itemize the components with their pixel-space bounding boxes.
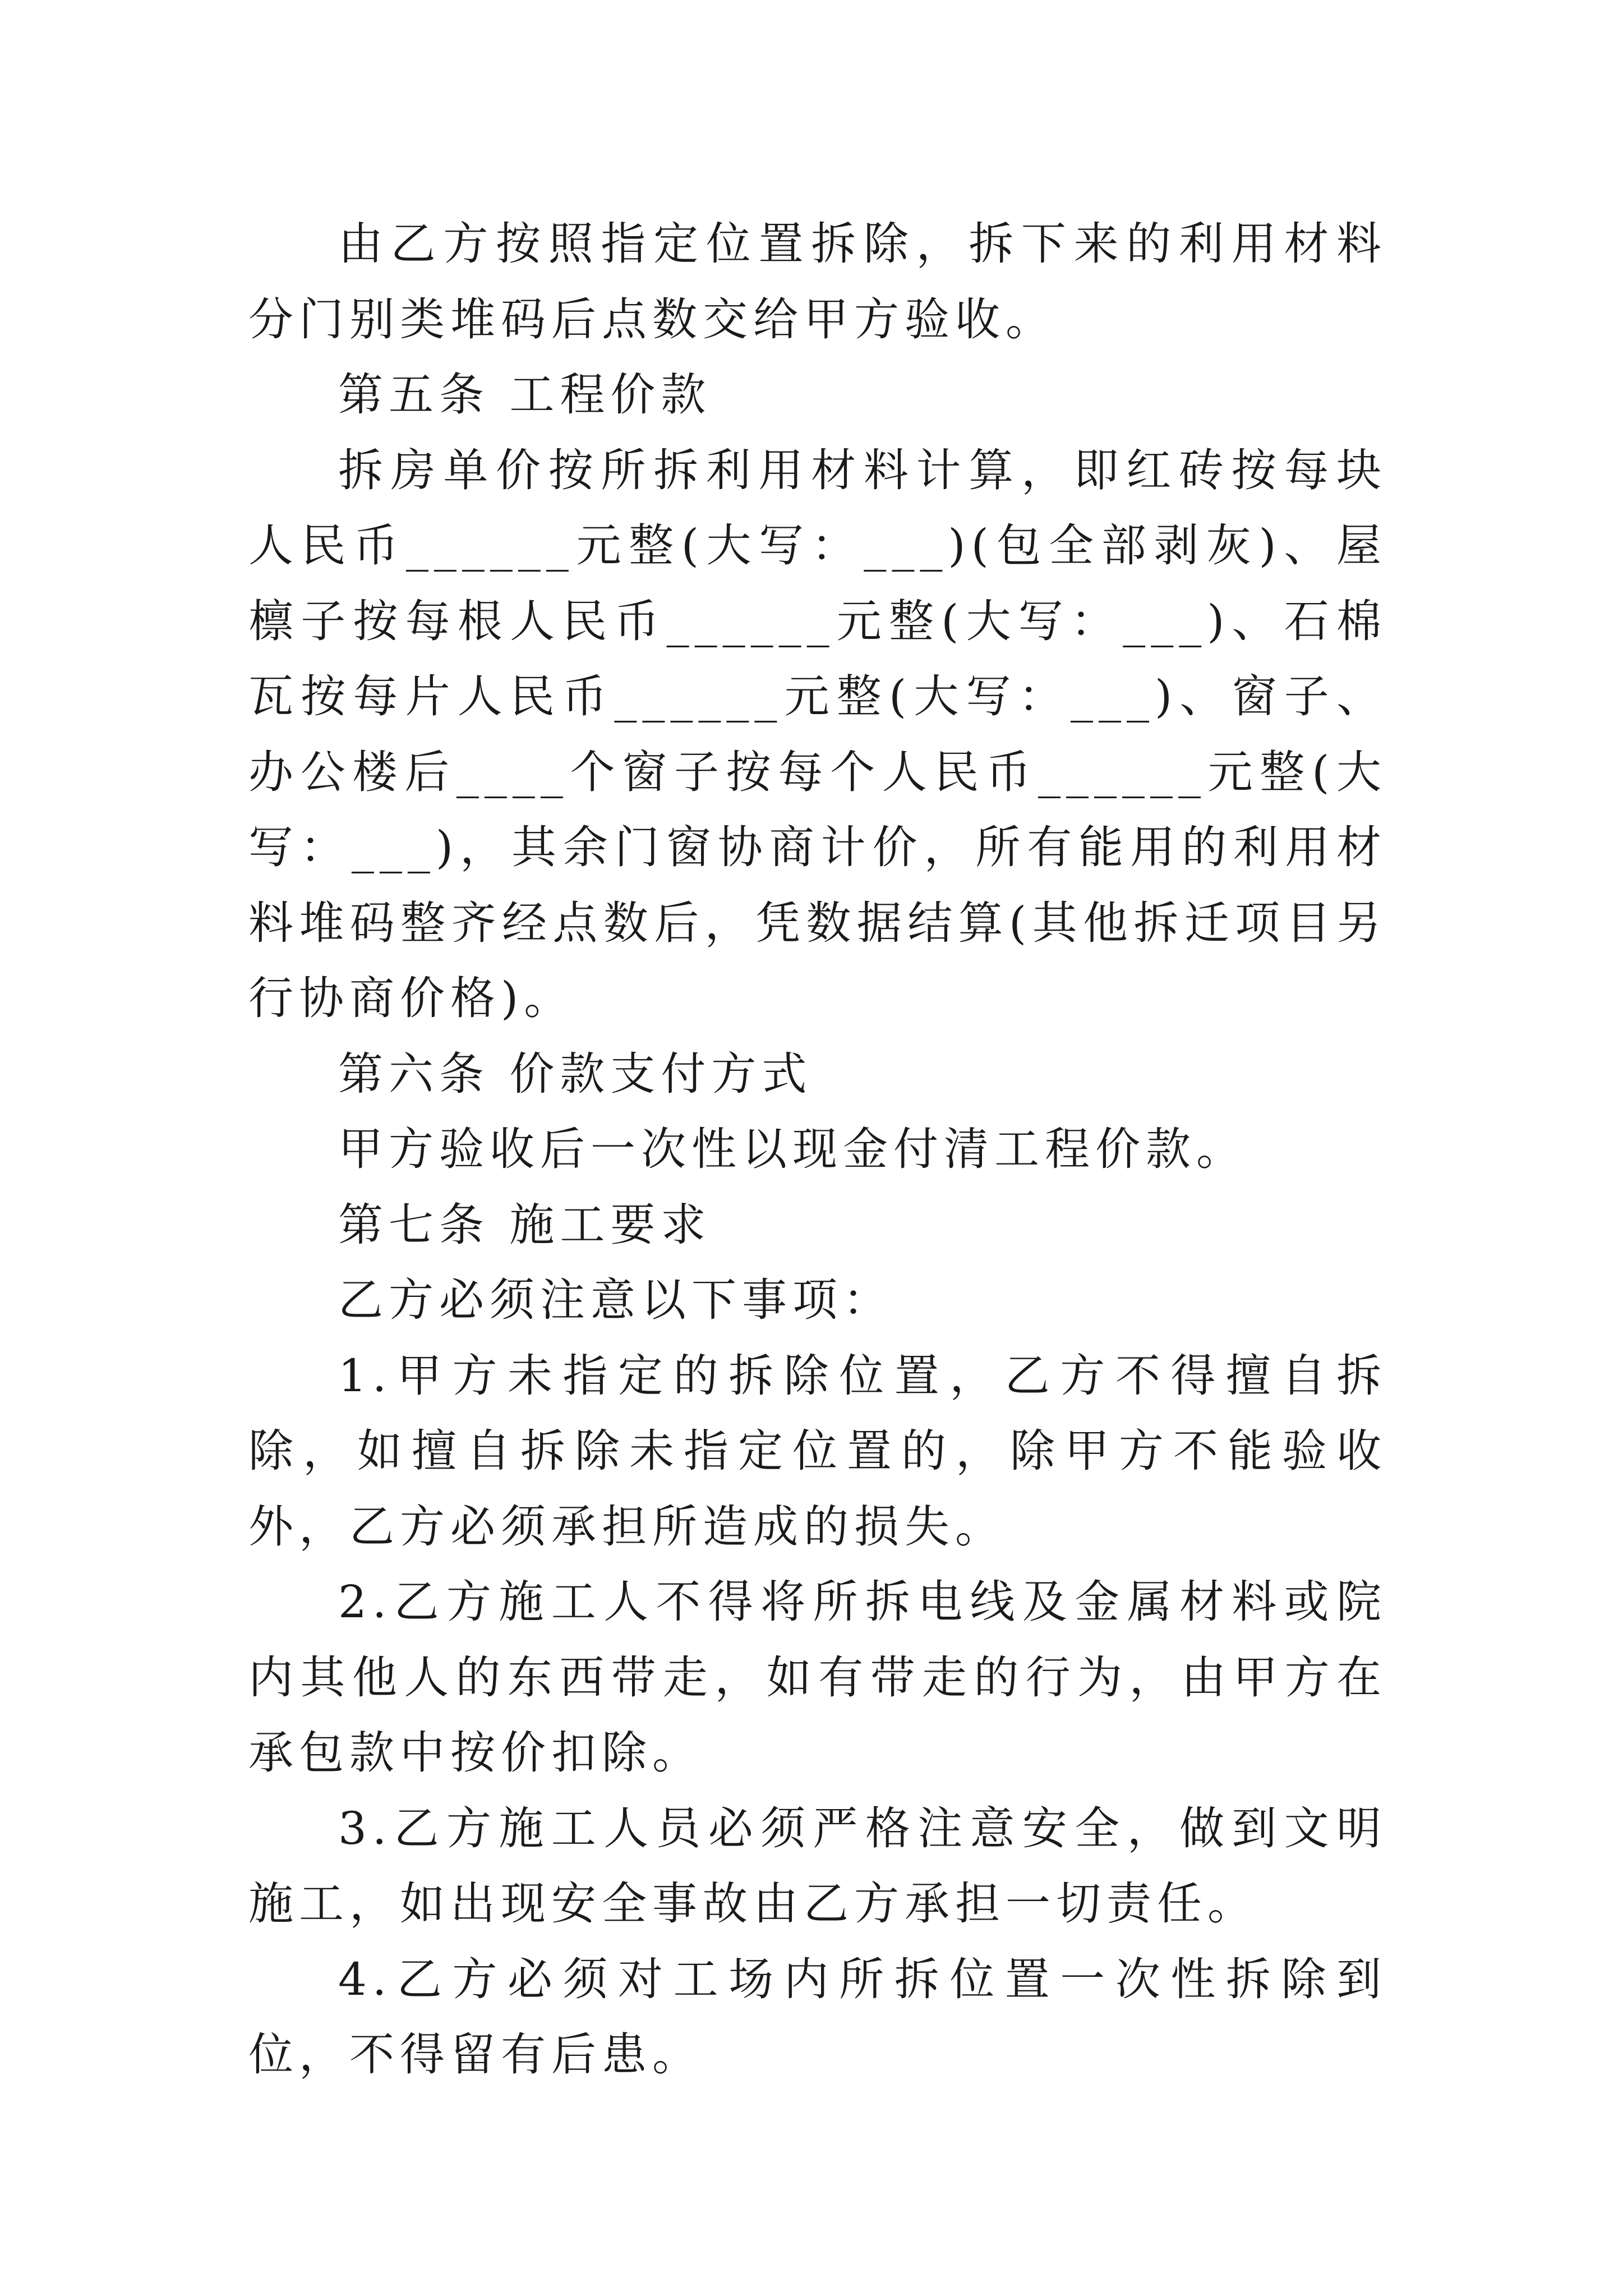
- article-5-heading: 第五条 工程价款: [338, 369, 712, 421]
- requirement-item-4: 4.乙方必须对工场内所拆位置一次性拆除到位，不得留有后患。: [248, 1953, 1387, 2081]
- requirement-item-3: 3.乙方施工人员必须严格注意安全，做到文明施工，如出现安全事故由乙方承担一切责任。: [248, 1802, 1387, 1930]
- document-body: [248, 206, 1387, 2093]
- paragraph-payment-method: 甲方验收后一次性以现金付清工程价款。: [338, 1123, 1247, 1175]
- paragraph-project-price: 拆房单价按所拆利用材料计算，即红砖按每块人民币______元整(大写：___)(包全部剥灰)、屋檩子按每根人民币______元整(大写：___)、石棉瓦按每片人民币______元整(大写：___)、窗子、办公楼后____个窗子按每个人民币______元整(大写：___)，其余门窗协商计价，所有能用的利用材料堆码整齐经点数后，凭数据结算(其他拆迁项目另行协商价格)。: [248, 444, 1387, 1024]
- requirement-item-1: 1.甲方未指定的拆除位置，乙方不得擅自拆除，如擅自拆除未指定位置的，除甲方不能验收外，乙方必须承担所造成的损失。: [248, 1349, 1387, 1553]
- article-6-heading: 第六条 价款支付方式: [338, 1047, 813, 1100]
- paragraph-demolition-procedure: 由乙方按照指定位置拆除，拆下来的利用材料分门别类堆码后点数交给甲方验收。: [248, 218, 1387, 346]
- requirement-item-2: 2.乙方施工人不得将所拆电线及金属材料或院内其他人的东西带走，如有带走的行为，由甲方在承包款中按价扣除。: [248, 1576, 1387, 1779]
- paragraph-notice-intro: 乙方必须注意以下事项：: [338, 1274, 893, 1326]
- article-7-heading: 第七条 施工要求: [338, 1198, 712, 1251]
